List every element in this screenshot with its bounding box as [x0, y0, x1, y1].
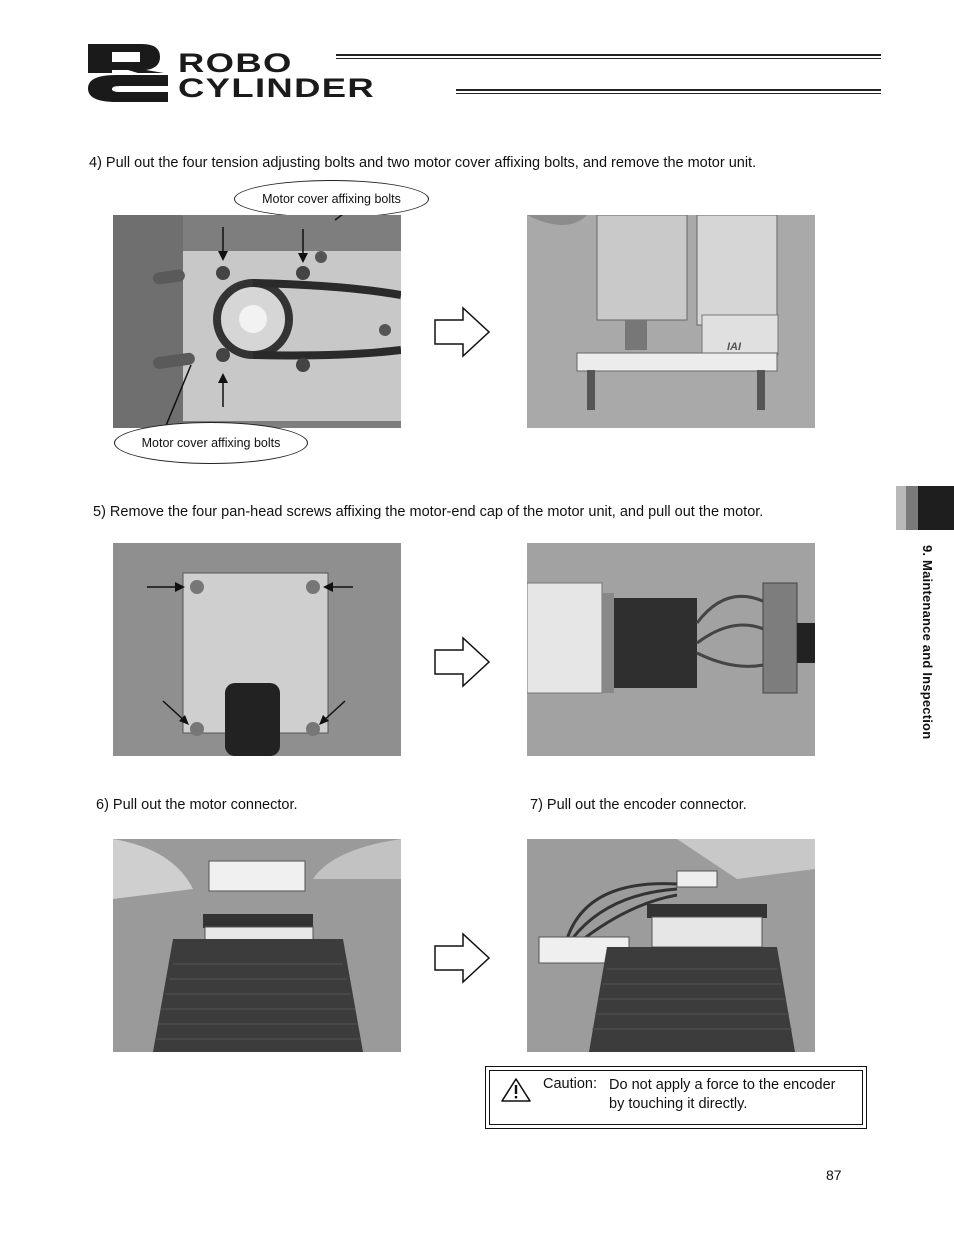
side-tab-stripe-light: [896, 486, 906, 530]
caution-label: Caution:: [543, 1076, 598, 1092]
step-4-text: 4) Pull out the four tension adjusting bolts and two motor cover affixing bolts, and remove the motor unit.: [89, 155, 757, 171]
photo-encoder-connector: [527, 839, 815, 1052]
logo-word-robo: ROBO: [178, 48, 293, 78]
photo-motor-pulled-out: [527, 543, 815, 756]
header-rule-top: [336, 54, 881, 59]
photo-iai-label: IAI: [727, 341, 742, 353]
header-rule-bottom: [456, 89, 881, 94]
caution-message-line-1: Do not apply a force to the encoder: [609, 1077, 836, 1093]
step-7-text: 7) Pull out the encoder connector.: [530, 797, 747, 813]
page-number: 87: [826, 1167, 842, 1183]
warning-triangle-icon: [500, 1077, 532, 1103]
caution-message-line-2: by touching it directly.: [609, 1096, 748, 1112]
caution-message: [609, 1076, 836, 1114]
step-6-text: 6) Pull out the motor connector.: [96, 797, 298, 813]
callout-bottom-motor-cover-bolts: Motor cover affixing bolts: [114, 422, 308, 464]
caution-box: [485, 1066, 867, 1129]
photo-motor-connector: [113, 839, 401, 1052]
arrow-right-icon: [433, 932, 491, 984]
photo-motor-cover-bolts: [113, 215, 401, 428]
logo-word-cylinder: CYLINDER: [178, 73, 376, 103]
photo-motor-unit-removed: [527, 215, 815, 428]
arrow-right-icon: [433, 306, 491, 358]
photo-motor-end-cap-screws: [113, 543, 401, 756]
chapter-side-label: 9. Maintenance and Inspection: [920, 545, 935, 740]
callout-top-motor-cover-bolts: Motor cover affixing bolts: [234, 180, 429, 218]
side-tab-stripe-mid: [906, 486, 918, 530]
rc-logo-mark: [86, 42, 174, 104]
side-tab-block: [918, 486, 954, 530]
arrow-right-icon: [433, 636, 491, 688]
step-5-text: 5) Remove the four pan-head screws affixing the motor-end cap of the motor unit, and pull out the motor.: [93, 504, 764, 520]
